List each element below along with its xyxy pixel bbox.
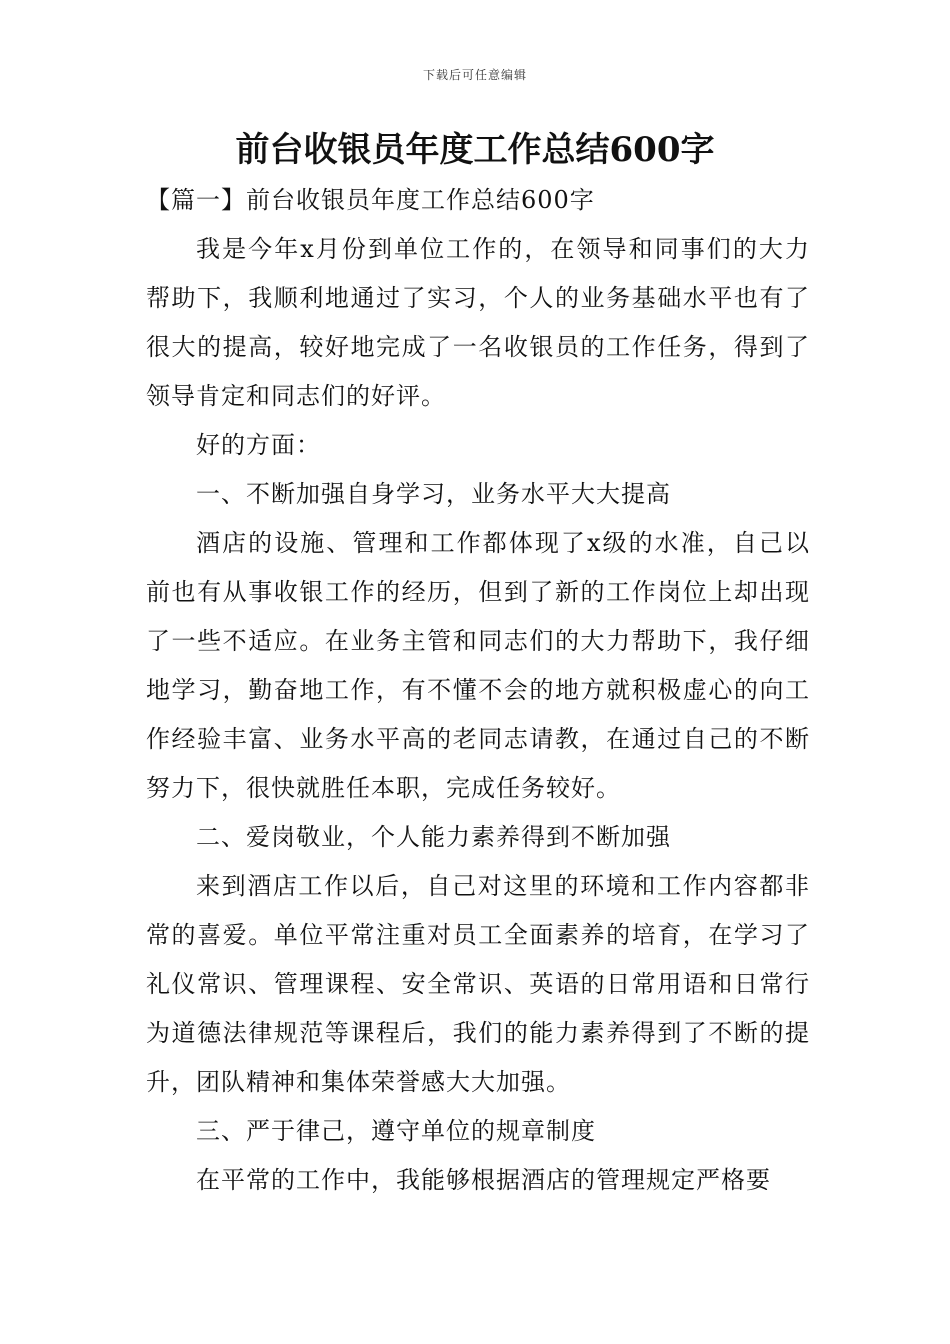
header-note: 下载后可任意编辑 bbox=[422, 68, 527, 82]
heading-3: 三、严于律己，遵守单位的规章制度 bbox=[196, 1117, 596, 1145]
paragraph-5: 在平常的工作中，我能够根据酒店的管理规定严格要 bbox=[196, 1166, 771, 1194]
document-title: 前台收银员年度工作总结600字 bbox=[235, 130, 715, 170]
heading-2: 二、爱岗敬业，个人能力素养得到不断加强 bbox=[196, 823, 671, 851]
paragraph-4: 来到酒店工作以后，自己对这里的环境和工作内容都非常的喜爱。单位平常注重对员工全面素养的培育，在学习了礼仪常识、管理课程、安全常识、英语的日常用语和日常行为道德法律规范等课程后，我们的能力素养得到了不断的提升，团队精神和集体荣誉感大大加强。 bbox=[146, 872, 810, 1096]
section-label: 【篇一】前台收银员年度工作总结600字 bbox=[146, 186, 595, 214]
paragraph-3: 酒店的设施、管理和工作都体现了x级的水准，自己以前也有从事收银工作的经历，但到了新的工作岗位上却出现了一些不适应。在业务主管和同志们的大力帮助下，我仔细地学习，勤奋地工作，有不懂不会的地方就积极虚心的向工作经验丰富、业务水平高的老同志请教，在通过自己的不断努力下，很快就胜任本职，完成任务较好。 bbox=[146, 529, 810, 802]
paragraph-2: 好的方面： bbox=[196, 431, 321, 459]
heading-1: 一、不断加强自身学习，业务水平大大提高 bbox=[196, 480, 671, 508]
document-body bbox=[146, 176, 810, 1205]
paragraph-1: 我是今年x月份到单位工作的，在领导和同事们的大力帮助下，我顺利地通过了实习，个人的业务基础水平也有了很大的提高，较好地完成了一名收银员的工作任务，得到了领导肯定和同志们的好评。 bbox=[146, 235, 810, 410]
